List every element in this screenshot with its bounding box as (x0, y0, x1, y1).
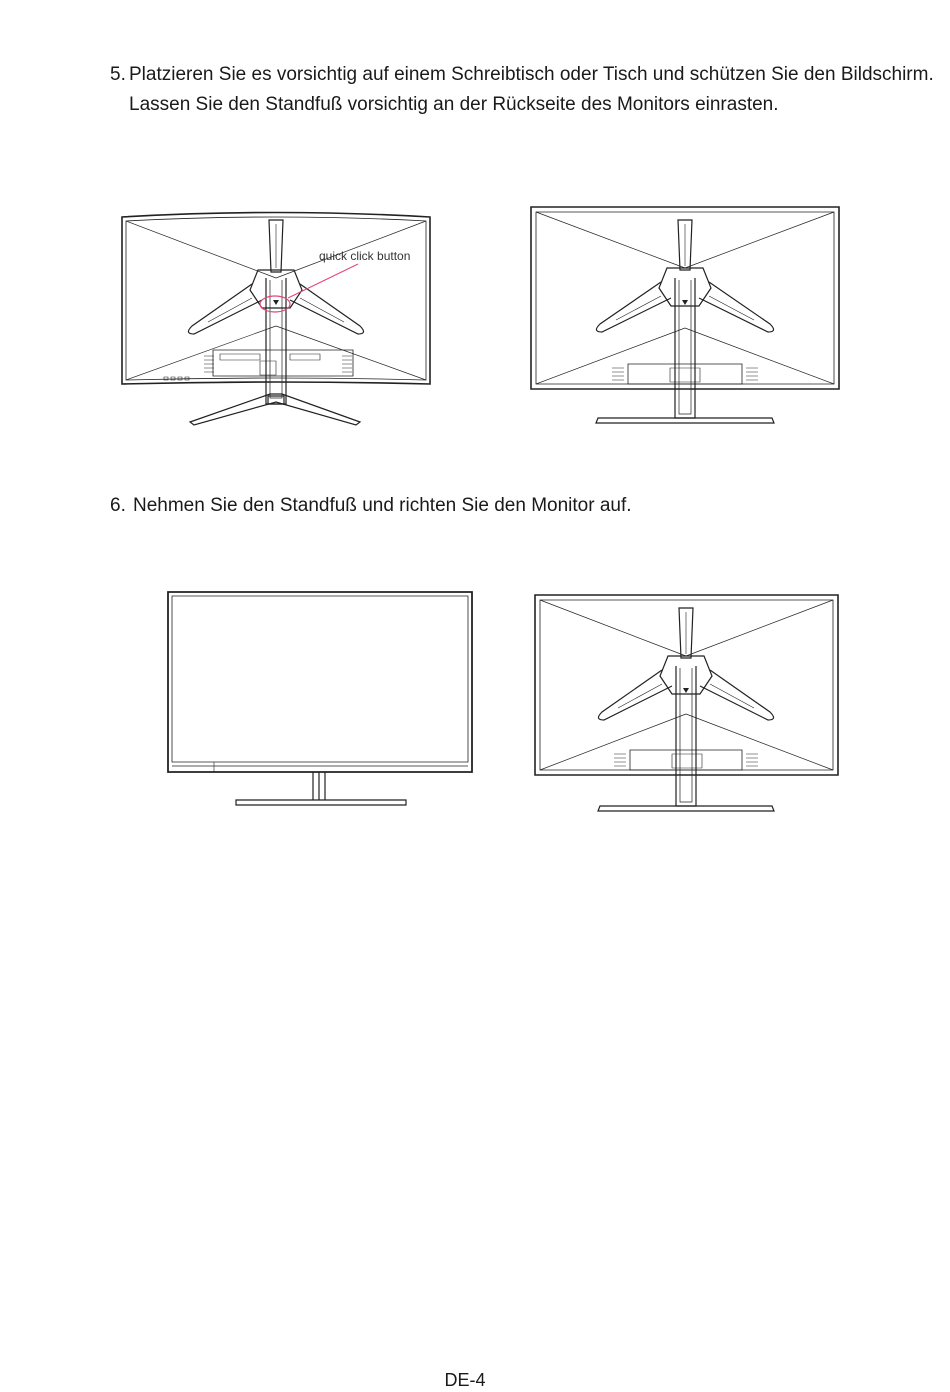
step-5-text: Platzieren Sie es vorsichtig auf einem Schreibtisch oder Tisch und schützen Sie den Bildschirm. Lassen Sie den Standfuß vorsichtig an der Rückseite des Monitors einrasten. (129, 64, 934, 115)
monitor-back-stand-attached-figure (528, 204, 842, 426)
step-6 (110, 491, 930, 521)
step-6-number: 6. (110, 495, 126, 516)
monitor-back-stand-attaching-figure (118, 208, 438, 430)
monitor-front-upright-figure (166, 590, 476, 810)
monitor-back-upright-figure (532, 592, 842, 814)
step-5-number: 5. (110, 64, 126, 85)
step-5 (110, 60, 950, 120)
quick-click-button-callout: quick click button (319, 249, 411, 263)
step-6-text: Nehmen Sie den Standfuß und richten Sie den Monitor auf. (133, 495, 632, 516)
page-number: DE-4 (444, 1370, 486, 1390)
